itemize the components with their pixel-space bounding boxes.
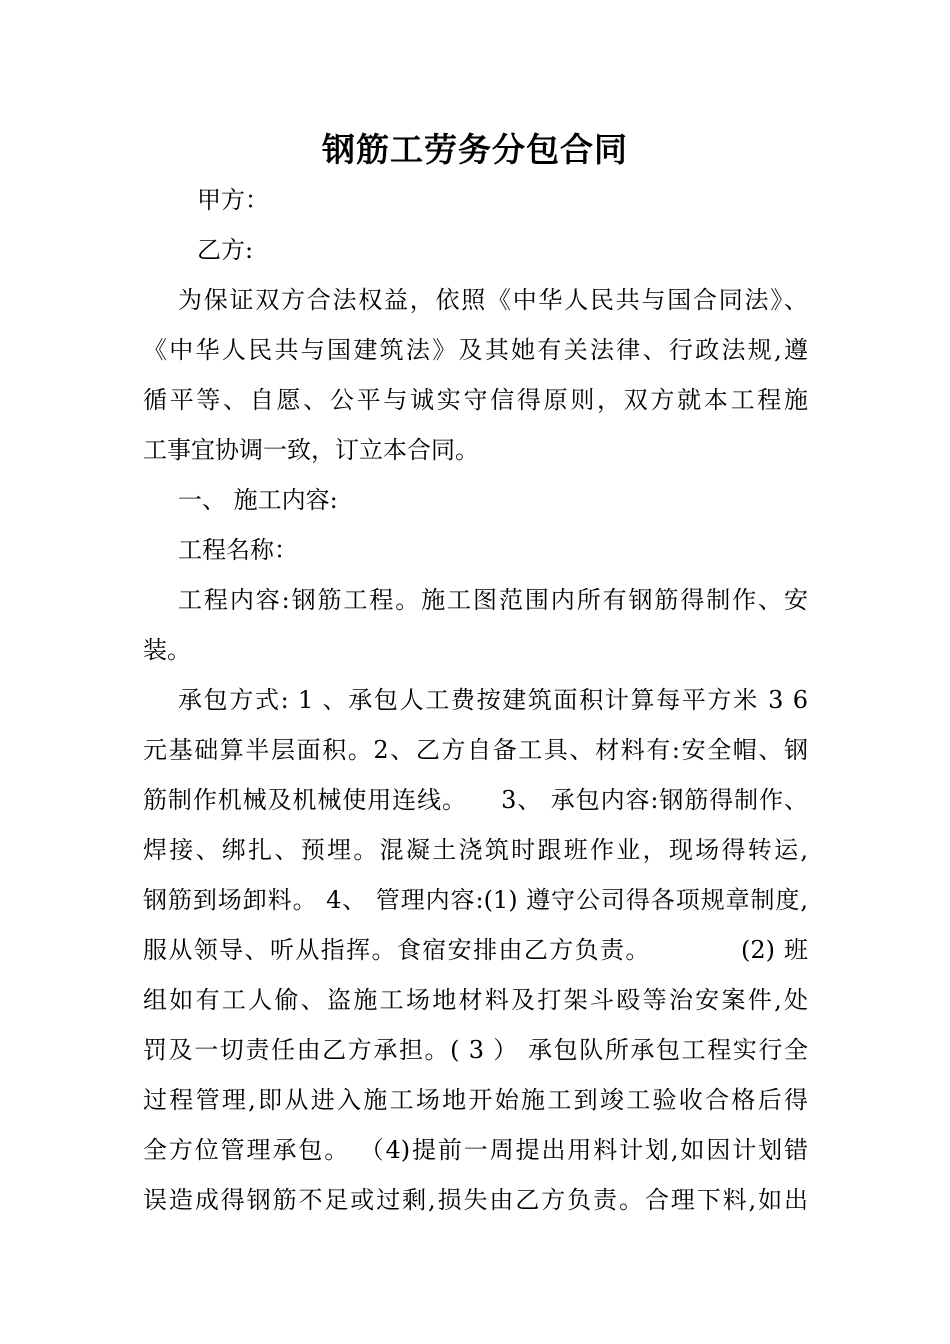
paragraph-line: 工事宜协调一致，订立本合同。 xyxy=(143,436,479,464)
paragraph-line: 工程内容:钢筋工程。施工图范围内所有钢筋得制作、安 xyxy=(178,586,808,614)
paragraph-line: 过程管理,即从进入施工场地开始施工到竣工验收合格后得 xyxy=(143,1086,808,1114)
paragraph-line: 罚及一切责任由乙方承担。( 3 ） 承包队所承包工程实行全 xyxy=(143,1036,808,1064)
section-heading: 一、 施工内容: xyxy=(178,486,338,514)
paragraph-line: 工程名称： xyxy=(178,536,298,564)
paragraph-line: 循平等、自愿、公平与诚实守信得原则，双方就本工程施 xyxy=(143,386,808,414)
paragraph-line: 装。 xyxy=(143,636,191,664)
paragraph-line: 焊接、绑扎、预埋。混凝土浇筑时跟班作业，现场得转运, xyxy=(143,836,808,864)
paragraph-line: 误造成得钢筋不足或过剩,损失由乙方负责。合理下料,如出 xyxy=(143,1186,808,1214)
paragraph-line: 服从领导、听从指挥。食宿安排由乙方负责。 (2) 班 xyxy=(143,936,808,964)
paragraph-line: 《中华人民共与国建筑法》及其她有关法律、行政法规,遵 xyxy=(143,336,808,364)
paragraph-line: 为保证双方合法权益，依照《中华人民共与国合同法》、 xyxy=(178,286,808,314)
party-a-line: 甲方： xyxy=(197,186,269,214)
paragraph-line: 筋制作机械及机械使用连线。 3、 承包内容:钢筋得制作、 xyxy=(143,786,808,814)
paragraph-line: 钢筋到场卸料。 4、 管理内容:(1) 遵守公司得各项规章制度, xyxy=(143,886,808,914)
party-b-line: 乙方: xyxy=(197,236,254,264)
paragraph-line: 组如有工人偷、盗施工场地材料及打架斗殴等治安案件,处 xyxy=(143,986,808,1014)
paragraph-line: 承包方式: 1 、承包人工费按建筑面积计算每平方米 3 6 xyxy=(178,686,808,714)
document-title: 钢筋工劳务分包合同 xyxy=(322,130,628,169)
paragraph-line: 元基础算半层面积。2、乙方自备工具、材料有:安全帽、钢 xyxy=(143,736,808,764)
paragraph-line: 全方位管理承包。 （4)提前一周提出用料计划,如因计划错 xyxy=(143,1136,808,1164)
